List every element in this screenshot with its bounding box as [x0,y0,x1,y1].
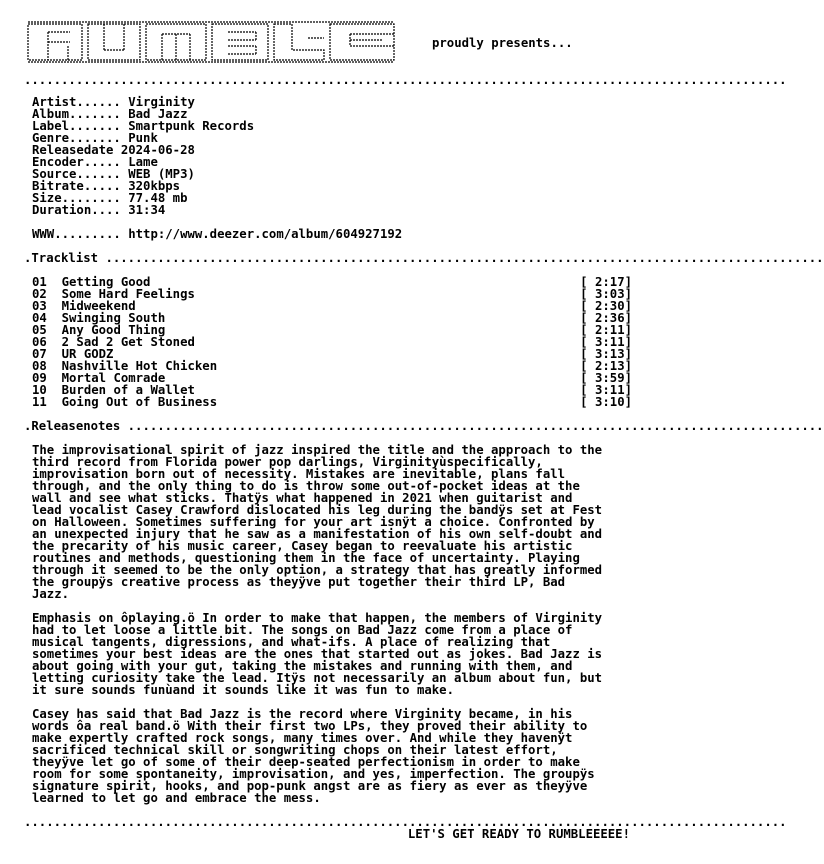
track-duration: [ 3:11] [580,383,632,397]
divider: ....................................................................................................... [24,73,787,87]
track-title: Mortal Comrade [61,371,166,385]
info-value: 31:34 [128,203,166,217]
track-row [32,396,632,408]
info-value: Smartpunk Records [128,119,255,133]
releasenotes-paragraph: Emphasis on ôplaying.ö In order to make that happen, the members of Virginity had to let loose a little bit. The songs on Bad Jazz come from a place of musical tangents, digressions, and what-ifs. A place of realizing that sometimes your best ideas are the ones that started out as jokes. Bad Jazz is about going with your gut, taking the mistakes and running with them, and letting curiosity take the lead. Itÿs not necessarily an album about fun, but it sure sounds funùand it sounds like it was fun to make. [32,611,603,697]
divider: ....................................................................................................... [24,815,787,829]
info-row-duration [32,204,165,216]
info-label: Artist...... [32,95,121,109]
info-value: Punk [128,131,158,145]
track-title: Swinging South [61,311,166,325]
track-number: 10 [32,383,47,397]
info-label: Genre....... [32,131,121,145]
www-link[interactable]: http://www.deezer.com/album/604927192 [128,227,403,241]
track-number: 08 [32,359,47,373]
track-title: 2 Sad 2 Get Stoned [61,335,195,349]
info-label: Duration.... [32,203,121,217]
releasenotes-heading: .Releasenotes [24,419,121,433]
track-number: 04 [32,311,47,325]
info-value: WEB (MP3) [128,167,195,181]
track-duration: [ 3:59] [580,371,632,385]
info-label: WWW......... [32,227,121,241]
track-duration: [ 2:30] [580,299,632,313]
track-title: Midweekend [61,299,136,313]
tracklist-heading: .Tracklist [24,251,99,265]
track-number: 11 [32,395,47,409]
track-duration: [ 2:11] [580,323,632,337]
track-title: Going Out of Business [61,395,218,409]
track-duration: [ 3:13] [580,347,632,361]
info-label: Size........ [32,191,121,205]
info-label: Releasedate [32,143,114,157]
track-number: 06 [32,335,47,349]
track-duration: [ 3:11] [580,335,632,349]
track-duration: [ 2:17] [580,275,632,289]
track-row [32,336,632,348]
info-label: Label....... [32,119,121,133]
track-title: Burden of a Wallet [61,383,195,397]
track-title: Getting Good [61,275,151,289]
releasenotes-paragraph: Casey has said that Bad Jazz is the record where Virginity became, in his words ôa real band.ö With their first two LPs, they proved their ability to make expertly crafted rock songs, many times over. And while they havenÿt sacrificed technical skill or songwriting chops on their latest effort, theyÿve let go of some of their deep-seated perfectionism in order to make room for some spontaneity, improvisation, and yes, imperfection. The groupÿs signature spirit, hooks, and pop-punk angst are as fiery as ever as theyÿve learned to let go and embrace the mess. [32,707,595,805]
track-number: 07 [32,347,47,361]
track-duration: [ 2:13] [580,359,632,373]
track-number: 09 [32,371,47,385]
track-title: Some Hard Feelings [61,287,195,301]
presents-text: proudly presents... [432,36,573,50]
info-value: Virginity [128,95,195,109]
info-label: Album....... [32,107,121,121]
info-row-www [32,228,402,240]
track-duration: [ 3:10] [580,395,632,409]
track-number: 02 [32,287,47,301]
tracklist-header: .Tracklist ................................................................................................. [24,251,824,265]
releasenotes-paragraph: The improvisational spirit of jazz inspired the title and the approach to the third record from Florida power pop darlings, Virginityùspecifically, improvisation born out of necessity. Mistakes are inevitable, plans fall through, and the only thing to do is throw some out-of-pocket ideas at the wall and see what sticks. Thatÿs what happened in 2021 when guitarist and lead vocalist Casey Crawford dislocated his leg during the bandÿs set at Fest on Halloween. Sometimes suffering for your art isnÿt a choice. Confronted by an unexpected injury that he saw as a manifestation of his own self-doubt and the precarity of his music career, Casey began to reevaluate his artistic routines and methods, questioning them in the face of uncertainty. Playing through it seemed to be the only option, a strategy that has greatly informed the groupÿs creative process as theyÿve put together their third LP, Bad Jazz. [32,443,603,601]
track-duration: [ 3:03] [580,287,632,301]
info-value: 320kbps [128,179,181,193]
info-value: 77.48 mb [128,191,188,205]
track-title: UR GODZ [61,347,114,361]
releasenotes-header: .Releasenotes .............................................................................................. [24,419,824,433]
footer-text: LET'S GET READY TO RUMBLEEEEE! [407,827,630,841]
info-value: Bad Jazz [128,107,188,121]
track-duration: [ 2:36] [580,311,632,325]
info-value: 2024-06-28 [120,143,195,157]
rumble-ascii-logo [24,20,398,64]
track-title: Any Good Thing [61,323,166,337]
track-title: Nashville Hot Chicken [61,359,218,373]
track-number: 01 [32,275,47,289]
track-number: 05 [32,323,47,337]
info-label: Bitrate..... [32,179,121,193]
track-number: 03 [32,299,47,313]
info-value: Lame [128,155,158,169]
info-label: Source...... [32,167,121,181]
info-label: Encoder..... [32,155,121,169]
